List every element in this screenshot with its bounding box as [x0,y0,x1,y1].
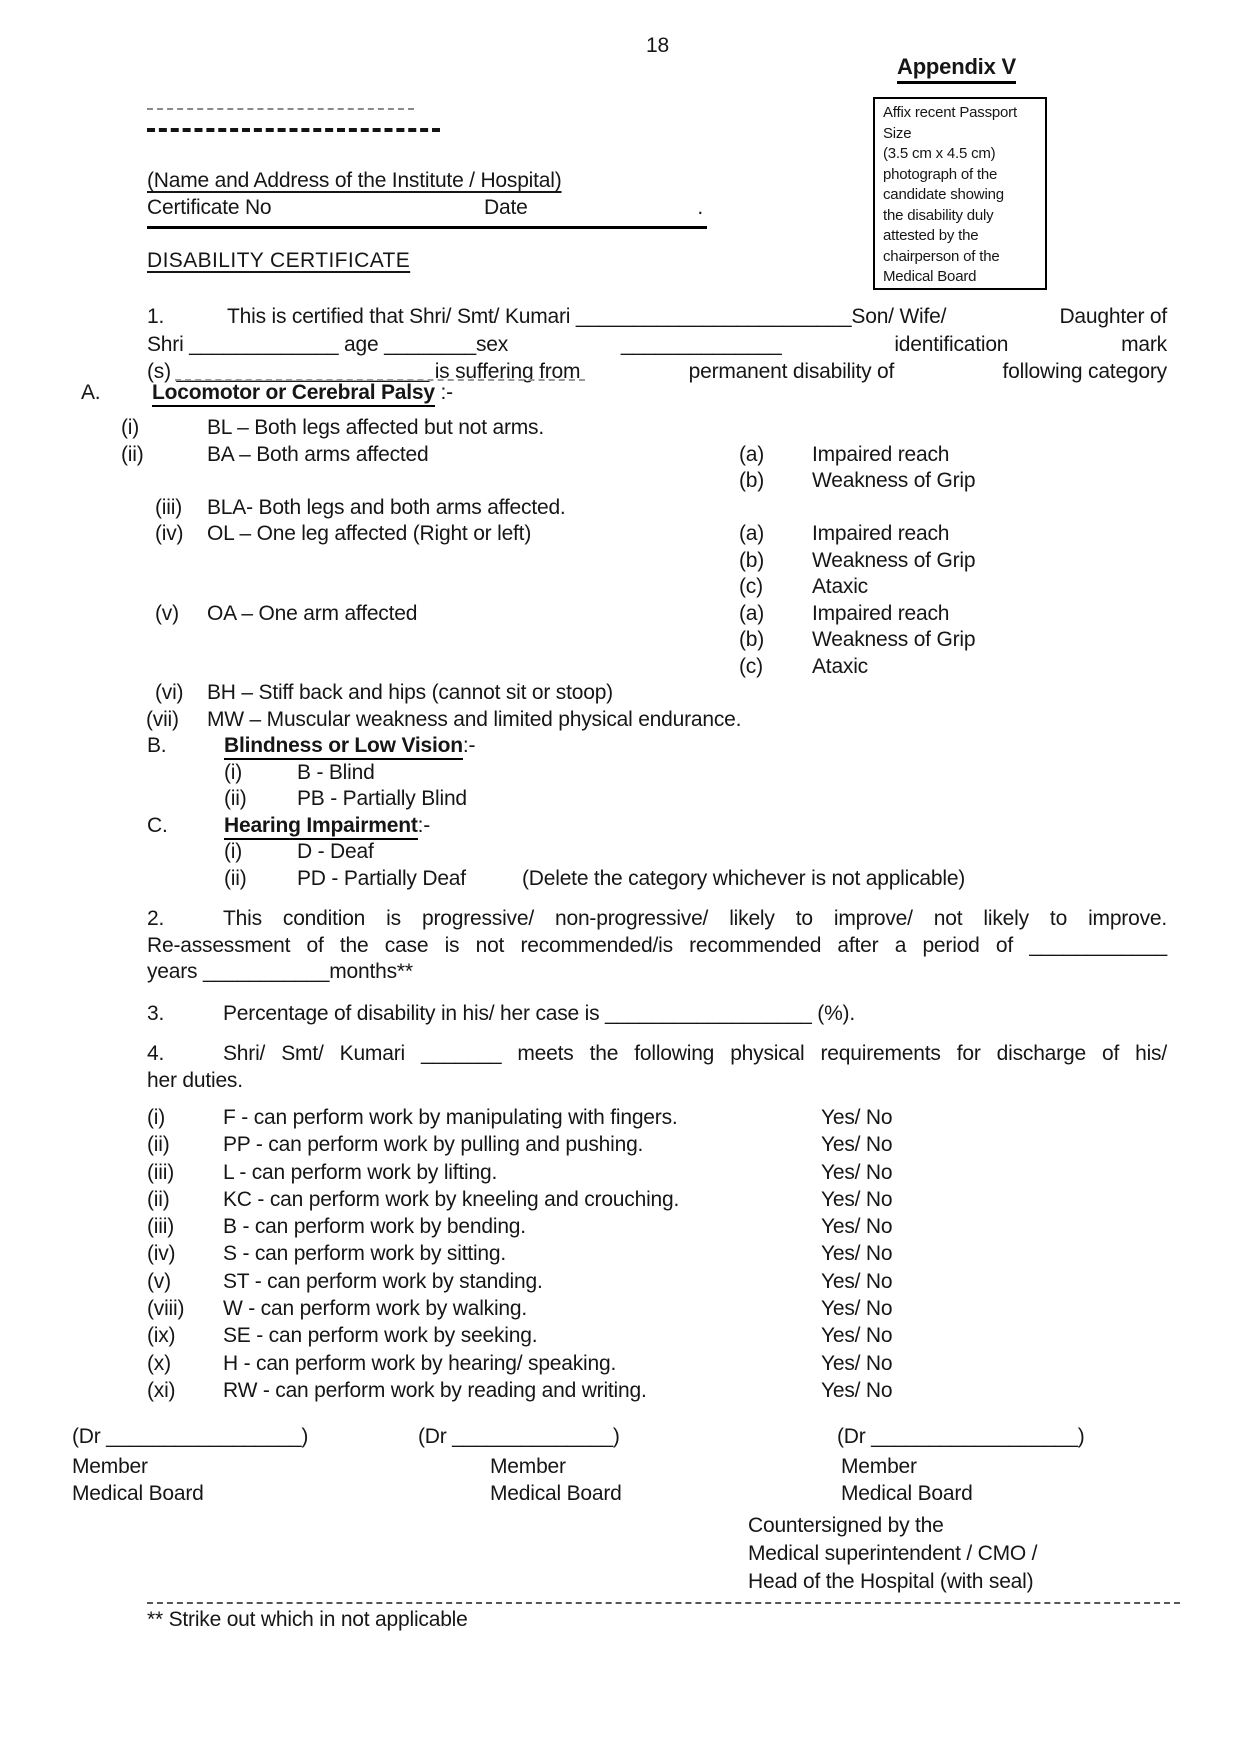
item-text: MW – Muscular weakness and limited physical endurance. [207,707,742,731]
section-c-title-text: Hearing Impairment [224,814,418,840]
yes-no-option: Yes/ No [821,1297,893,1321]
section-b-title-text: Blindness or Low Vision [224,734,463,760]
requirement-text: F - can perform work by manipulating with fingers. [223,1106,678,1129]
yes-no-option: Yes/ No [821,1269,893,1293]
photo-box-text-line: candidate showing [883,186,1004,203]
item-numeral: (ii) [224,866,247,890]
requirement-text: RW - can perform work by reading and writing. [223,1378,647,1402]
certified-statement: This is certified that Shri/ Smt/ Kumari ________________________Son/ Wife/ [227,305,947,328]
item-numeral: (iii) [155,495,182,519]
sub-item-letter: (a) [739,522,765,545]
item-text: BL – Both legs affected but not arms. [207,416,544,439]
item-text: PD - Partially Deaf [297,866,466,890]
yes-no-option: Yes/ No [821,1242,893,1266]
spacer [946,303,1059,331]
item-numeral: (x) [147,1351,171,1375]
paragraph-2-line-1 [147,906,1167,933]
requirement-text: S - can perform work by sitting. [223,1242,507,1266]
date-label: Date [484,196,528,219]
yes-no-option: Yes/ No [821,1351,893,1375]
item-numeral: (xi) [147,1378,176,1402]
sub-item-letter: (a) [739,442,765,466]
section-a-row [147,549,1167,576]
photo-box-text-line: photograph of the [883,165,998,183]
requirement-row [147,1297,1167,1324]
requirement-row [147,1352,1167,1379]
requirement-row [147,1215,1167,1242]
paragraph-4-line-1 [147,1041,1167,1068]
section-a-row [147,628,1167,655]
section-a-row [147,708,1167,735]
requirement-row [147,1270,1167,1297]
section-b-label: B. [147,734,167,757]
item-numeral: (ii) [147,1133,170,1157]
section-a-row [121,416,1167,443]
section-a-colon: :- [434,381,453,404]
item-numeral: (i) [147,1106,166,1129]
paragraph-2 [147,906,1167,986]
medical-board-label-3: Medical Board [841,1482,973,1505]
photo-affix-box [873,97,1047,290]
photo-box-text-line: chairperson of the [883,247,1000,265]
item-text: OL – One leg affected (Right or left) [207,522,532,545]
section-a-row [147,575,1167,602]
yes-no-option: Yes/ No [821,1378,893,1402]
suffering-from-text: (s) ______________________ is suffering from [147,360,581,383]
requirement-row [147,1324,1167,1351]
item-numeral: (iii) [147,1160,174,1184]
item-numeral: (ii) [224,787,247,810]
mark-text: mark [1121,332,1167,356]
item-text: BA – Both arms affected [207,442,429,466]
section-c-heading [147,814,1167,841]
member-label-2: Member [490,1455,566,1478]
sex-blank: ______________ [620,332,782,356]
sub-item-letter: (c) [739,575,763,598]
paragraph-1 [147,303,1167,386]
delete-category-note: (Delete the category whichever is not applicable) [522,866,966,890]
yes-no-option: Yes/ No [821,1160,893,1184]
page-number: 18 [646,34,669,57]
section-b-heading [147,734,1167,761]
section-a-row [147,469,1167,496]
countersign-block [748,1512,1037,1596]
item-numeral: (viii) [147,1297,185,1321]
section-c-label: C. [147,813,168,837]
sub-item-letter: (a) [739,601,765,625]
sub-item-text: Ataxic [812,654,868,678]
yes-no-option: Yes/ No [821,1187,893,1211]
sub-item-text: Weakness of Grip [812,469,976,492]
sub-item-letter: (b) [739,469,765,492]
yes-no-option: Yes/ No [821,1133,893,1157]
requirement-row [147,1379,1167,1406]
section-b-item [147,787,1167,814]
section-c-colon: :- [417,813,431,837]
section-a-row [147,655,1167,682]
row-period: . [697,196,703,219]
requirement-row [147,1161,1167,1188]
section-a-list [121,416,1167,734]
item-numeral: (v) [155,601,179,625]
section-a-row [121,442,1167,470]
item-numeral: (i) [121,416,140,439]
condition-progressive-text: This condition is progressive/ non-progressive/ likely to improve/ not likely to improve. [223,907,1167,930]
paragraph-4-line-2: her duties. [147,1068,243,1092]
item-numeral: (iv) [147,1242,176,1266]
paragraph-4 [147,1041,1167,1094]
doctor-signature-blank-2: (Dr ______________) [418,1425,620,1448]
item-numeral: (iii) [147,1215,174,1239]
permanent-disability-text: permanent disability of [688,360,895,383]
paragraph-2-line-3: years ___________months** [147,960,413,983]
footer-divider-line [147,1602,1180,1604]
item-numeral: (ii) [147,1187,170,1211]
item-text: BLA- Both legs and both arms affected. [207,495,566,519]
section-c-item [147,867,1167,894]
identification-text: identification [894,332,1009,356]
requirement-text: ST - can perform work by standing. [223,1269,543,1293]
section-b-title [224,734,475,758]
requirement-text: H - can perform work by hearing/ speaking. [223,1351,617,1375]
item-numeral: (i) [224,760,243,784]
sub-item-text: Impaired reach [812,522,950,545]
countersign-line: Medical superintendent / CMO / [748,1542,1038,1565]
paragraph-4-number: 4. [147,1042,165,1065]
document-title: DISABILITY CERTIFICATE [147,249,411,272]
doctor-signature-blank-3: (Dr __________________) [837,1425,1085,1448]
sub-item-text: Impaired reach [812,442,950,466]
requirement-text: L - can perform work by lifting. [223,1160,498,1184]
countersign-line: Countersigned by the [748,1514,944,1537]
blank-write-line-1 [147,108,414,110]
requirement-text: W - can perform work by walking. [223,1297,528,1321]
photo-box-text-line: the disability duly [883,206,994,224]
item-text: PB - Partially Blind [297,787,467,810]
photo-box-text-line: Medical Board [883,268,977,285]
yes-no-option: Yes/ No [821,1106,893,1129]
item-numeral: (iv) [155,522,184,545]
paragraph-2-line-2: Re-assessment of the case is not recommended/is recommended after a period of ____________ [147,933,1167,957]
item-numeral: (v) [147,1269,171,1293]
item-text: D - Deaf [297,840,374,863]
requirement-row [147,1133,1167,1160]
item-text: B - Blind [297,760,375,784]
item-text: BH – Stiff back and hips (cannot sit or stoop) [207,681,613,704]
photo-box-text-line: Affix recent Passport [883,104,1017,121]
sub-item-letter: (c) [739,654,763,678]
following-category-text: following category [1002,360,1167,383]
yes-no-option: Yes/ No [821,1215,893,1239]
institute-address-label: (Name and Address of the Institute / Hospital) [147,169,562,192]
sub-item-letter: (b) [739,548,765,572]
percentage-disability-text: Percentage of disability in his/ her case is __________________ (%). [223,1002,855,1025]
sub-item-text: Ataxic [812,575,868,598]
yes-no-option: Yes/ No [821,1324,893,1348]
paragraph-1-number: 1. [147,305,165,328]
requirement-text: B - can perform work by bending. [223,1215,526,1239]
shri-age-sex-blanks: Shri _____________ age ________sex [147,332,509,356]
sub-item-text: Impaired reach [812,601,950,625]
section-b-item [147,761,1167,788]
paragraph-3-number: 3. [147,1002,165,1025]
section-a-heading [81,381,453,405]
item-text: OA – One arm affected [207,601,418,625]
blank-write-line-2 [147,128,440,132]
section-a-title: Locomotor or Cerebral Palsy [152,381,435,407]
section-a-row [147,681,1167,708]
section-c-title [224,814,430,838]
section-c-item [147,840,1167,867]
sub-item-letter: (b) [739,628,765,651]
doctor-signature-blank-1: (Dr _________________) [72,1425,309,1448]
item-numeral: (i) [224,840,243,863]
medical-board-label-1: Medical Board [72,1482,204,1505]
appendix-heading: Appendix V [897,54,1016,84]
member-label-3: Member [841,1455,917,1478]
daughter-of-text: Daughter of [1059,305,1167,328]
paragraph-1-line-1 [147,303,1167,331]
requirement-text: PP - can perform work by pulling and pushing. [223,1133,644,1157]
section-a-row [147,496,1167,523]
item-numeral: (ix) [147,1324,176,1348]
certificate-no-date-row [147,196,707,229]
sections-b-and-c [147,734,1167,893]
physical-requirements-text: Shri/ Smt/ Kumari _______ meets the following physical requirements for discharge of his/ [223,1042,1167,1065]
photo-box-text-line: (3.5 cm x 4.5 cm) [883,145,996,162]
photo-box-text-line: Size [883,124,912,142]
paragraph-1-line-2 [147,331,1167,359]
requirement-text: KC - can perform work by kneeling and crouching. [223,1187,680,1211]
requirement-text: SE - can perform work by seeking. [223,1324,538,1348]
physical-requirements-list [147,1106,1167,1406]
requirement-row [147,1188,1167,1215]
section-b-colon: :- [462,734,476,757]
section-a-label: A. [81,381,101,404]
member-label-1: Member [72,1455,148,1478]
sub-item-text: Weakness of Grip [812,548,976,572]
requirement-row [147,1242,1167,1269]
strike-out-note: ** Strike out which in not applicable [147,1608,468,1631]
certificate-no-label: Certificate No [147,196,272,219]
sub-item-text: Weakness of Grip [812,628,976,651]
item-numeral: (vii) [146,707,179,731]
item-numeral: (ii) [121,442,144,466]
paragraph-3 [147,1001,1167,1028]
medical-board-label-2: Medical Board [490,1482,622,1505]
paragraph-3-line [147,1001,1167,1028]
section-a-row [147,602,1167,629]
paragraph-2-number: 2. [147,907,165,930]
section-a-row [147,522,1167,549]
requirement-row [147,1106,1167,1133]
countersign-line: Head of the Hospital (with seal) [748,1570,1034,1593]
item-numeral: (vi) [155,681,184,704]
photo-box-text-line: attested by the [883,227,979,244]
